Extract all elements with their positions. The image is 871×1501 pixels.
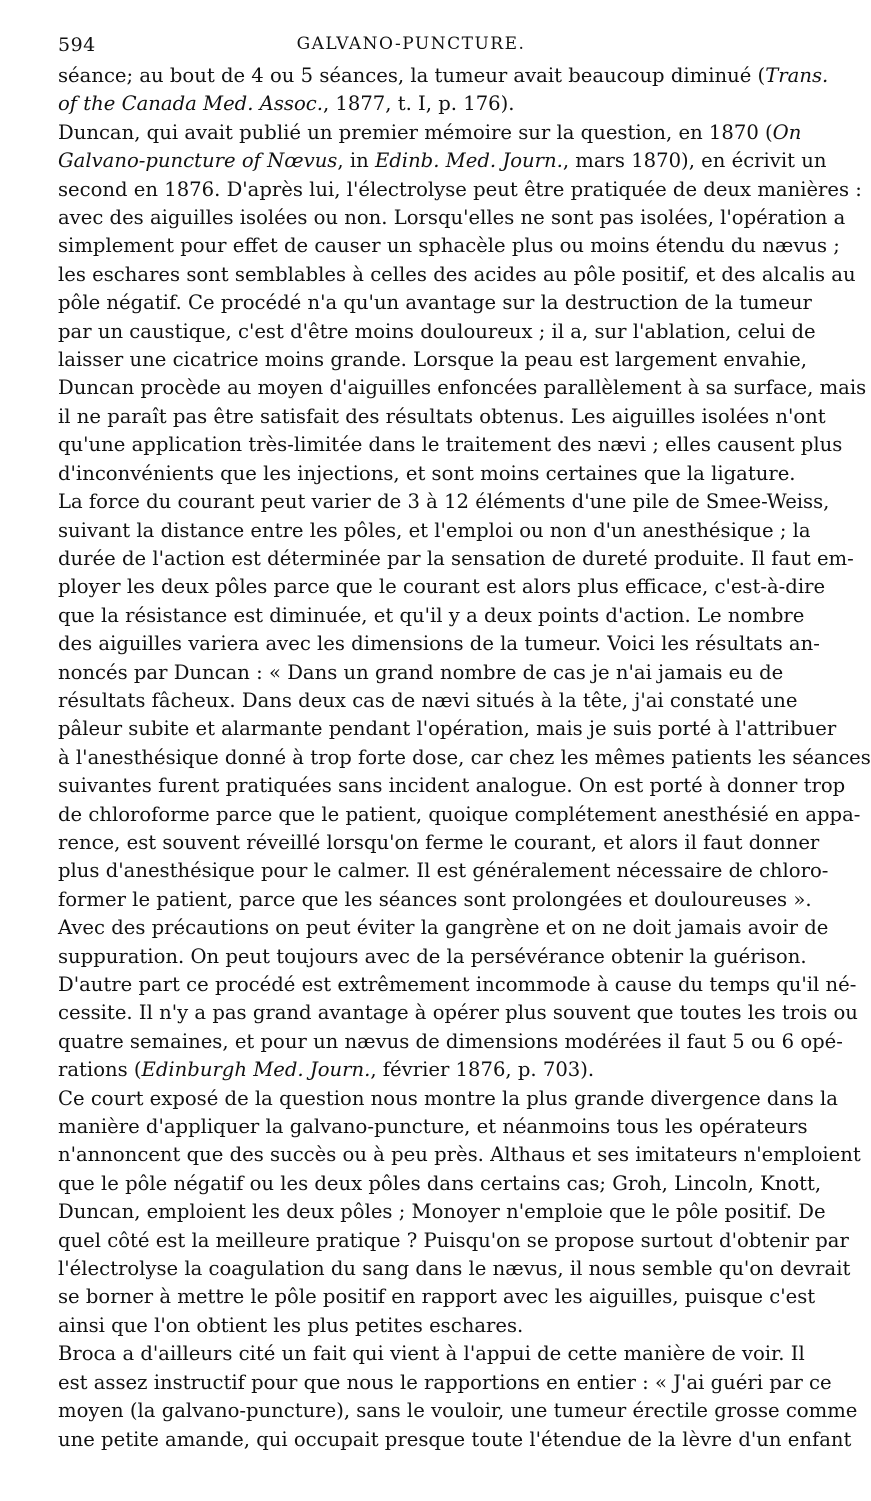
text-segment: Duncan, emploient les deux pôles ; Monoyer n'emploie que le pôle positif. De xyxy=(58,1200,826,1224)
text-line xyxy=(58,914,829,942)
text-line xyxy=(58,829,820,857)
text-line xyxy=(58,999,858,1027)
text-segment: Duncan, qui avait publié un premier mémoire sur la question, en 1870 ( xyxy=(58,120,773,144)
text-line xyxy=(58,90,764,118)
text-segment: , février 1876, p. 703). xyxy=(370,1058,595,1082)
italic-citation: of the Canada Med. Assoc. xyxy=(58,92,323,116)
text-segment: suppuration. On peut toujours avec de la persévérance obtenir la guérison. xyxy=(58,944,807,968)
running-title: GALVANO-PUNCTURE. xyxy=(296,34,526,54)
text-line xyxy=(58,1283,816,1311)
text-line xyxy=(58,971,857,999)
text-line xyxy=(58,232,840,260)
text-segment: , mars 1870), en écrivit un xyxy=(562,149,827,173)
text-line xyxy=(58,1369,832,1397)
text-segment: suivant la distance entre les pôles, et l'emploi ou non d'un anesthésique ; la xyxy=(58,518,811,542)
text-line xyxy=(58,857,829,885)
text-segment: , 1877, t. I, p. 176). xyxy=(322,92,515,116)
text-line xyxy=(58,1340,805,1368)
page-header xyxy=(58,28,764,62)
text-line xyxy=(58,62,829,90)
text-segment: Ce court exposé de la question nous montre la plus grande divergence dans la xyxy=(58,1086,838,1110)
text-line xyxy=(58,346,807,374)
text-line xyxy=(58,630,820,658)
text-segment: moyen (la galvano-puncture), sans le vouloir, une tumeur érectile grosse comme xyxy=(58,1399,858,1423)
text-segment: former le patient, parce que les séances sont prolongées et douloureuses ». xyxy=(58,887,812,911)
text-segment: à l'anesthésique donné à trop forte dose, car chez les mêmes patients les séances xyxy=(58,745,871,769)
text-line xyxy=(58,744,871,772)
text-segment: se borner à mettre le pôle positif en rapport avec les aiguilles, puisque c'est xyxy=(58,1285,816,1309)
text-segment: séance; au bout de 4 ou 5 séances, la tumeur avait beaucoup diminué ( xyxy=(58,64,766,87)
text-segment: Duncan procède au moyen d'aiguilles enfoncées parallèlement à sa surface, mais xyxy=(58,376,867,400)
text-line xyxy=(58,659,784,687)
book-page xyxy=(58,28,871,1454)
text-segment: laisser une cicatrice moins grande. Lorsque la peau est largement envahie, xyxy=(58,348,807,372)
text-segment: durée de l'action est déterminée par la sensation de dureté produite. Il faut em- xyxy=(58,546,854,570)
italic-citation: Edinb. Med. Journ. xyxy=(374,149,563,173)
text-line xyxy=(58,1113,808,1141)
text-line xyxy=(58,488,830,516)
text-segment: est assez instructif pour que nous le rapportions en entier : « J'ai guéri par ce xyxy=(58,1370,832,1394)
text-line xyxy=(58,687,798,715)
body-text xyxy=(58,62,871,1454)
text-segment: quatre semaines, et pour un nævus de dimensions modérées il faut 5 ou 6 opé- xyxy=(58,1029,843,1053)
text-segment: manière d'appliquer la galvano-puncture, et néanmoins tous les opérateurs xyxy=(58,1115,808,1139)
text-segment: de chloroforme parce que le patient, quoique complétement anesthésié en appa- xyxy=(58,802,861,826)
text-segment: pâleur subite et alarmante pendant l'opération, mais je suis porté à l'attribuer xyxy=(58,717,837,741)
text-line xyxy=(58,318,816,346)
text-segment: l'électrolyse la coagulation du sang dans le nævus, il nous semble qu'on devrait xyxy=(58,1257,851,1281)
text-line xyxy=(58,403,826,431)
text-line xyxy=(58,1028,843,1056)
text-line xyxy=(58,772,846,800)
text-segment: avec des aiguilles isolées ou non. Lorsqu'elles ne sont pas isolées, l'opération a xyxy=(58,206,846,230)
text-line xyxy=(58,1426,852,1454)
text-line xyxy=(58,289,812,317)
text-line xyxy=(58,119,802,147)
text-segment: La force du courant peut varier de 3 à 12 éléments d'une pile de Smee-Weiss, xyxy=(58,490,830,514)
text-segment: plus d'anesthésique pour le calmer. Il est généralement nécessaire de chloro- xyxy=(58,859,829,883)
text-line xyxy=(58,460,796,488)
text-segment: simplement pour effet de causer un sphacèle plus ou moins étendu du nævus ; xyxy=(58,234,840,258)
text-segment: rations ( xyxy=(58,1058,142,1082)
text-line xyxy=(58,431,843,459)
text-segment: des aiguilles variera avec les dimensions de la tumeur. Voici les résultats an- xyxy=(58,632,820,656)
text-segment: que le pôle négatif ou les deux pôles dans certains cas; Groh, Lincoln, Knott, xyxy=(58,1171,822,1195)
italic-citation: Galvano-puncture of Nœvus xyxy=(58,149,338,173)
text-line xyxy=(58,573,826,601)
text-line xyxy=(58,1056,764,1084)
text-line xyxy=(58,374,867,402)
text-line xyxy=(58,1141,861,1169)
text-segment: rence, est souvent réveillé lorsqu'on ferme le courant, et alors il faut donner xyxy=(58,830,820,854)
text-segment: que la résistance est diminuée, et qu'il y a deux points d'action. Le nombre xyxy=(58,603,805,627)
text-line xyxy=(58,1198,826,1226)
text-line xyxy=(58,545,854,573)
text-segment: suivantes furent pratiquées sans incident analogue. On est porté à donner trop xyxy=(58,774,846,798)
text-line xyxy=(58,1397,858,1425)
text-line xyxy=(58,943,807,971)
text-line xyxy=(58,602,805,630)
text-line xyxy=(58,886,812,914)
text-line xyxy=(58,1085,838,1113)
text-line xyxy=(58,204,846,232)
text-line xyxy=(58,1255,851,1283)
text-segment: , in xyxy=(337,149,375,173)
text-line xyxy=(58,801,861,829)
text-segment: ainsi que l'on obtient les plus petites eschares. xyxy=(58,1313,524,1337)
text-segment: ployer les deux pôles parce que le courant est alors plus efficace, c'est-à-dire xyxy=(58,575,826,599)
text-segment: noncés par Duncan : « Dans un grand nombre de cas je n'ai jamais eu de xyxy=(58,660,784,684)
text-line xyxy=(58,1312,764,1340)
text-segment: Broca a d'ailleurs cité un fait qui vient à l'appui de cette manière de voir. Il xyxy=(58,1342,805,1366)
text-segment: qu'une application très-limitée dans le traitement des nævi ; elles causent plus xyxy=(58,433,843,457)
text-line xyxy=(58,1170,822,1198)
text-segment: D'autre part ce procédé est extrêmement incommode à cause du temps qu'il né- xyxy=(58,973,857,996)
text-line xyxy=(58,1227,849,1255)
text-segment: quel côté est la meilleure pratique ? Puisqu'on se propose surtout d'obtenir par xyxy=(58,1228,849,1252)
page-number: 594 xyxy=(58,34,96,56)
text-line xyxy=(58,147,827,175)
italic-citation: Trans. xyxy=(765,64,829,87)
text-segment: d'inconvénients que les injections, et sont moins certaines que la ligature. xyxy=(58,461,796,485)
text-segment: il ne paraît pas être satisfait des résultats obtenus. Les aiguilles isolées n'ont xyxy=(58,404,826,428)
text-segment: par un caustique, c'est d'être moins douloureux ; il a, sur l'ablation, celui de xyxy=(58,319,816,343)
text-segment: n'annoncent que des succès ou à peu près. Althaus et ses imitateurs n'emploient xyxy=(58,1143,861,1167)
text-segment: cessite. Il n'y a pas grand avantage à opérer plus souvent que toutes les trois ou xyxy=(58,1001,858,1025)
text-segment: second en 1876. D'après lui, l'électrolyse peut être pratiquée de deux manières : xyxy=(58,177,862,201)
text-segment: les eschares sont semblables à celles des acides au pôle positif, et des alcalis au xyxy=(58,262,856,286)
italic-citation: On xyxy=(772,120,802,144)
text-line xyxy=(58,176,862,204)
text-line xyxy=(58,715,837,743)
text-segment: résultats fâcheux. Dans deux cas de nævi situés à la tête, j'ai constaté une xyxy=(58,688,798,712)
text-segment: pôle négatif. Ce procédé n'a qu'un avantage sur la destruction de la tumeur xyxy=(58,291,812,315)
text-line xyxy=(58,261,856,289)
text-segment: Avec des précautions on peut éviter la gangrène et on ne doit jamais avoir de xyxy=(58,916,829,940)
text-segment: une petite amande, qui occupait presque toute l'étendue de la lèvre d'un enfant xyxy=(58,1427,852,1451)
text-line xyxy=(58,517,811,545)
italic-citation: Edinburgh Med. Journ. xyxy=(141,1058,371,1082)
